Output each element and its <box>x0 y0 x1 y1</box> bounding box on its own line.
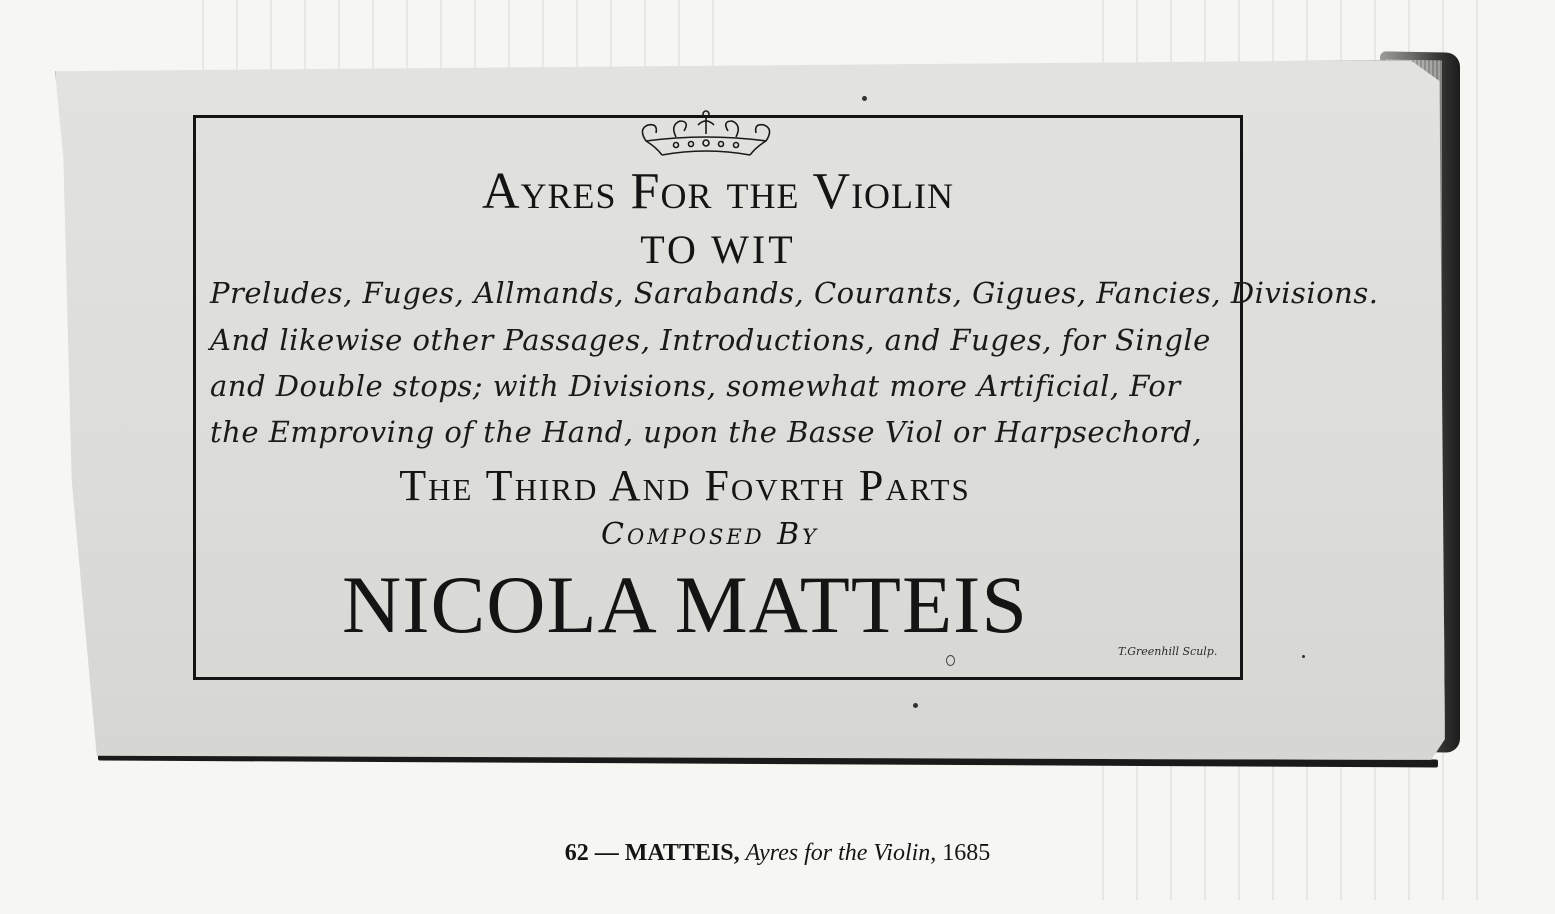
figure-caption <box>0 840 1555 867</box>
ink-speck <box>862 96 867 101</box>
caption-composer: MATTEIS, <box>624 840 740 866</box>
engraver-signature: T.Greenhill Sculp. <box>1118 645 1218 658</box>
description-line-2: And likewise other Passages, Introductions, and Fuges, for Single <box>210 323 1211 357</box>
show-through-text-top <box>180 0 740 70</box>
caption-number: 62 — <box>564 840 619 866</box>
ink-speck <box>946 655 955 666</box>
parts-heading: The Third And Fovrth Parts <box>399 461 971 510</box>
subtitle-to-wit: TO WIT <box>640 227 796 272</box>
ink-speck <box>913 703 918 708</box>
description-line-1: Preludes, Fuges, Allmands, Sarabands, Courants, Gigues, Fancies, Divisions. <box>210 276 1379 310</box>
description-line-3: and Double stops; with Divisions, somewhat more Artificial, For <box>210 369 1181 403</box>
ink-speck <box>1302 655 1305 658</box>
caption-work: Ayres for the Violin, <box>745 840 937 866</box>
crown-icon <box>636 107 776 163</box>
composed-by: Composed By <box>600 517 820 552</box>
book-title: Ayres For the Violin <box>481 163 955 220</box>
composer-name: NICOLA MATTEIS <box>342 559 1028 650</box>
caption-year: 1685 <box>942 840 991 866</box>
description-line-4: the Emproving of the Hand, upon the Basse Viol or Harpsechord, <box>210 415 1203 449</box>
